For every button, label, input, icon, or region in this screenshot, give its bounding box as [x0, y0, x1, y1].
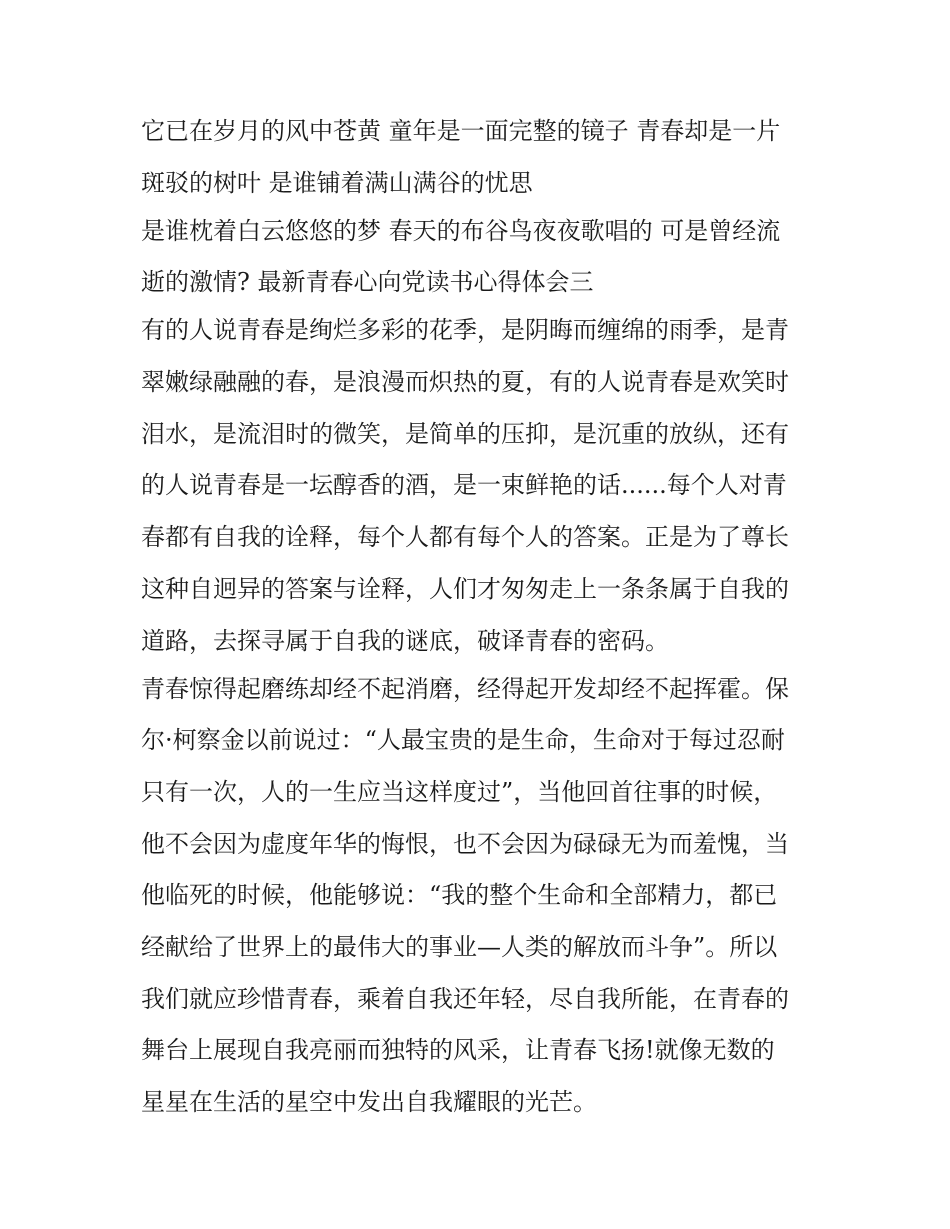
text-line: 他临死的时候，他能够说：“我的整个生命和全部精力，都已	[141, 881, 778, 910]
text-line: 翠嫩绿融融的春，是浪漫而炽热的夏，有的人说青春是欢笑时	[141, 368, 789, 397]
text-line: 它已在岁月的风中苍黄 童年是一面完整的镜子 青春却是一片	[141, 117, 781, 145]
text-line: 逝的激情? 最新青春心向党读书心得体会三	[141, 268, 594, 297]
text-line: 尔·柯察金以前说过：“人最宝贵的是生命，生命对于每过忍耐	[141, 726, 785, 755]
text-line: 星星在生活的星空中发出自我耀眼的光芒。	[141, 1088, 597, 1116]
text-line: 泪水，是流泪时的微笑，是简单的压抑，是沉重的放纵，还有	[141, 419, 789, 448]
text-line: 青春惊得起磨练却经不起消磨，经得起开发却经不起挥霍。保	[141, 674, 789, 703]
document-body	[141, 108, 821, 1131]
text-line: 这种自迥异的答案与诠释，人们才匆匆走上一条条属于自我的	[141, 574, 789, 603]
text-line: 是谁枕着白云悠悠的梦 春天的布谷鸟夜夜歌唱的 可是曾经流	[141, 216, 781, 245]
text-line: 经献给了世界上的最伟大的事业—人类的解放而斗争”。所以	[141, 932, 778, 961]
text-line: 的人说青春是一坛醇香的酒，是一束鲜艳的话......每个人对青	[141, 471, 787, 500]
text-line: 我们就应珍惜青春，乘着自我还年轻，尽自我所能，在青春的	[141, 984, 789, 1013]
text-line: 斑驳的树叶 是谁铺着满山满谷的忧思	[141, 168, 533, 197]
text-line: 有的人说青春是绚烂多彩的花季，是阴晦而缠绵的雨季，是青	[141, 316, 789, 345]
text-line: 春都有自我的诠释，每个人都有每个人的答案。正是为了尊长	[141, 523, 789, 552]
text-line: 他不会因为虚度年华的悔恨，也不会因为碌碌无为而羞愧，当	[141, 829, 789, 858]
text-line: 舞台上展现自我亮丽而独特的风采，让青春飞扬!就像无数的	[141, 1036, 775, 1065]
text-line: 道路，去探寻属于自我的谜底，破译青春的密码。	[141, 626, 669, 655]
text-line: 只有一次，人的一生应当这样度过”，当他回首往事的时候，	[141, 777, 778, 806]
